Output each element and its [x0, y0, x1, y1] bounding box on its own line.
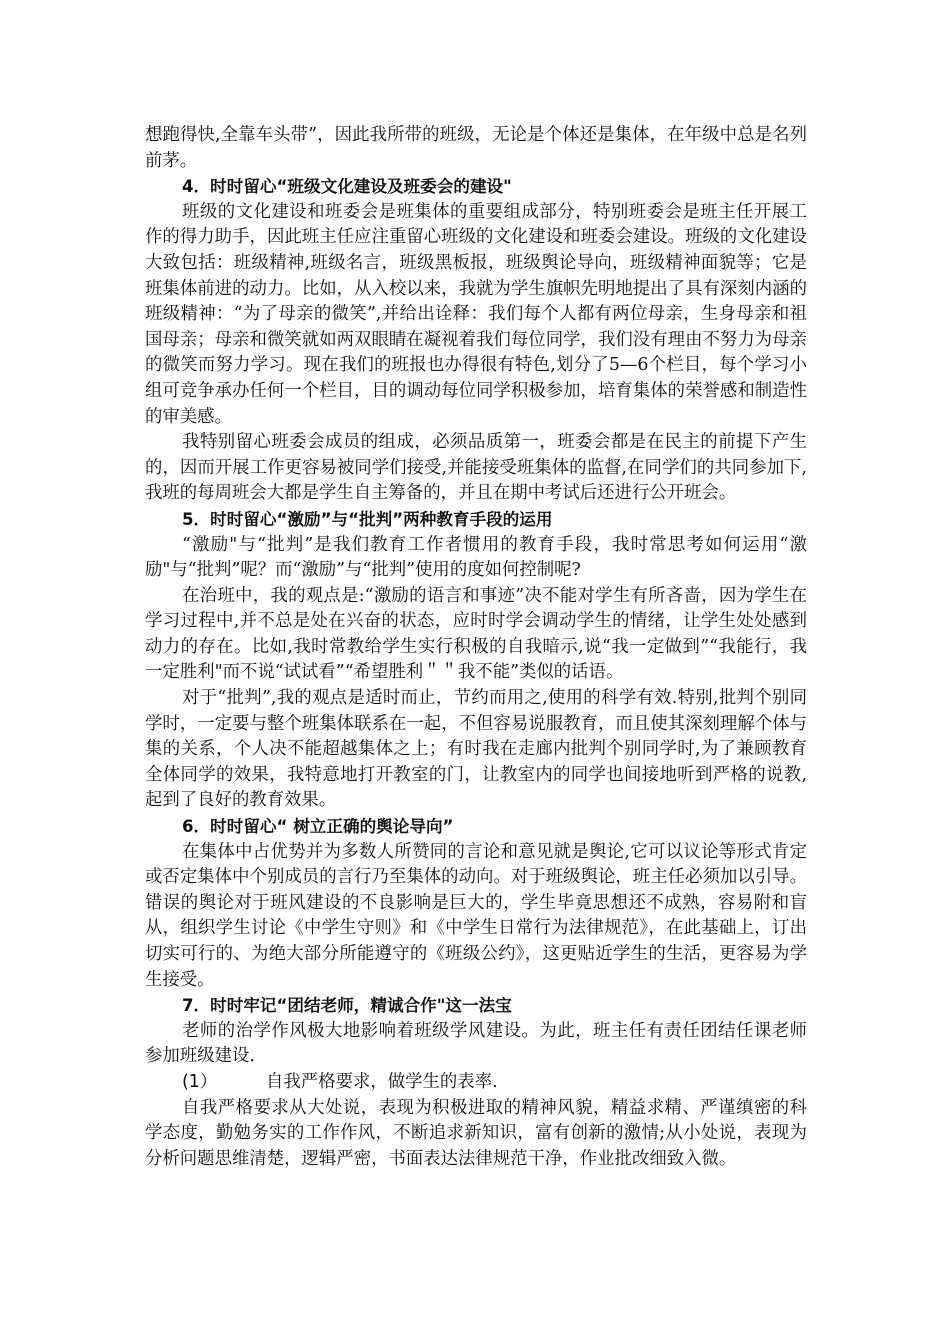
paragraph-self-discipline: 自我严格要求从大处说，表现为积极进取的精神风貌，精益求精、严谨缜密的科学态度，勤勉务实的工作作风，不断追求新知识，富有创新的激情;从小处说，表现为分析问题思维清楚，逻辑严密，书面表达法律规范干净，作业批改细致入微。: [145, 1097, 807, 1169]
paragraph-teacher-unity: 老师的治学作风极大地影响着班级学风建设。为此，班主任有责任团结任课老师参加班级建设.: [145, 1020, 807, 1067]
paragraph-encouragement: 在治班中，我的观点是:“激励的语言和事迹”决不能对学生有所吝啬，因为学生在学习过程中,并不总是处在兴奋的状态，应时时学会调动学生的情绪，让学生处处感到动力的存在。比如,我时常教给学生实行积极的自我暗示,说“我一定做到”“我能行，我一定胜利"而不说“试试看”“希望胜利＂＂我不能”类似的话语。: [145, 585, 807, 683]
document-body: [145, 123, 807, 1172]
list-marker: (1）: [182, 1071, 218, 1092]
section-heading-4: 4．时时留心“班级文化建设及班委会的建设": [182, 177, 512, 197]
section-heading-7: 7．时时牢记“团结老师，精诚合作"这一法宝: [182, 996, 512, 1016]
paragraph-intro: 想跑得快,全靠车头带”，因此我所带的班级，无论是个体还是集体，在年级中总是名列前茅。: [145, 125, 807, 171]
paragraph-class-committee: 我特别留心班委会成员的组成，必须品质第一，班委会都是在民主的前提下产生的，因而开展工作更容易被同学们接受,并能接受班集体的监督,在同学们的共同参加下,我班的每周班会大都是学生自主筹备的，并且在期中考试后还进行公开班会。: [145, 432, 807, 504]
list-item-1: [145, 1070, 807, 1096]
list-item-text: 自我严格要求，做学生的表率.: [266, 1071, 498, 1092]
section-heading-6: 6．时时留心“ 树立正确的舆论导向”: [182, 817, 454, 837]
paragraph-public-opinion: 在集体中占优势并为多数人所赞同的言论和意见就是舆论,它可以议论等形式肯定或否定集体中个别成员的言行乃至集体的动向。对于班级舆论，班主任必须加以引导。错误的舆论对于班风建设的不良影响是巨大的，学生毕竟思想还不成熟，容易附和盲从，组织学生讨论《中学生守则》和《中学生日常行为法律规范》，在此基础上，订出切实可行的、为绝大部分所能遵守的《班级公约》，这更贴近学生的生活，更容易为学生接受。: [145, 841, 807, 990]
paragraph-criticism: 对于“批判”,我的观点是适时而止，节约而用之,使用的科学有效.特别,批判个别同学时，一定要与整个班集体联系在一起，不但容易说服教育，而且使其深刻理解个体与集的关系，个人决不能超越集体之上；有时我在走廊内批判个别同学时,为了兼顾教育全体同学的效果，我特意地打开教室的门，让教室内的同学也间接地听到严格的说教,起到了良好的教育效果。: [145, 688, 807, 811]
section-heading-5: 5．时时留心“激励”与“批判”两种教育手段的运用: [182, 509, 553, 529]
paragraph-class-culture: 班级的文化建设和班委会是班集体的重要组成部分，特别班委会是班主任开展工作的得力助手，因此班主任应注重留心班级的文化建设和班委会建设。班级的文化建设大致包括：班级精神,班级名言，班级黑板报，班级舆论导向，班级精神面貌等；它是班集体前进的动力。比如，从入校以来，我就为学生旗帜先明地提出了具有深刻内涵的班级精神：“为了母亲的微笑”,并给出诠释：我们每个人都有两位母亲，生身母亲和祖国母亲；母亲和微笑就如两双眼睛在凝视着我们每位同学，我们没有理由不努力为母亲的微笑而努力学习。现在我们的班报也办得很有特色,划分了5—6个栏目，每个学习小组可竞争承办任何一个栏目，目的调动每位同学积极参加，培育集体的荣誉感和制造性的审美感。: [145, 201, 807, 427]
paragraph-encourage-criticize: “激励"与“批判”是我们教育工作者惯用的教育手段，我时常思考如何运用“激励"与“批判”呢？而“激励”与“批判”使用的度如何控制呢?: [145, 534, 807, 581]
